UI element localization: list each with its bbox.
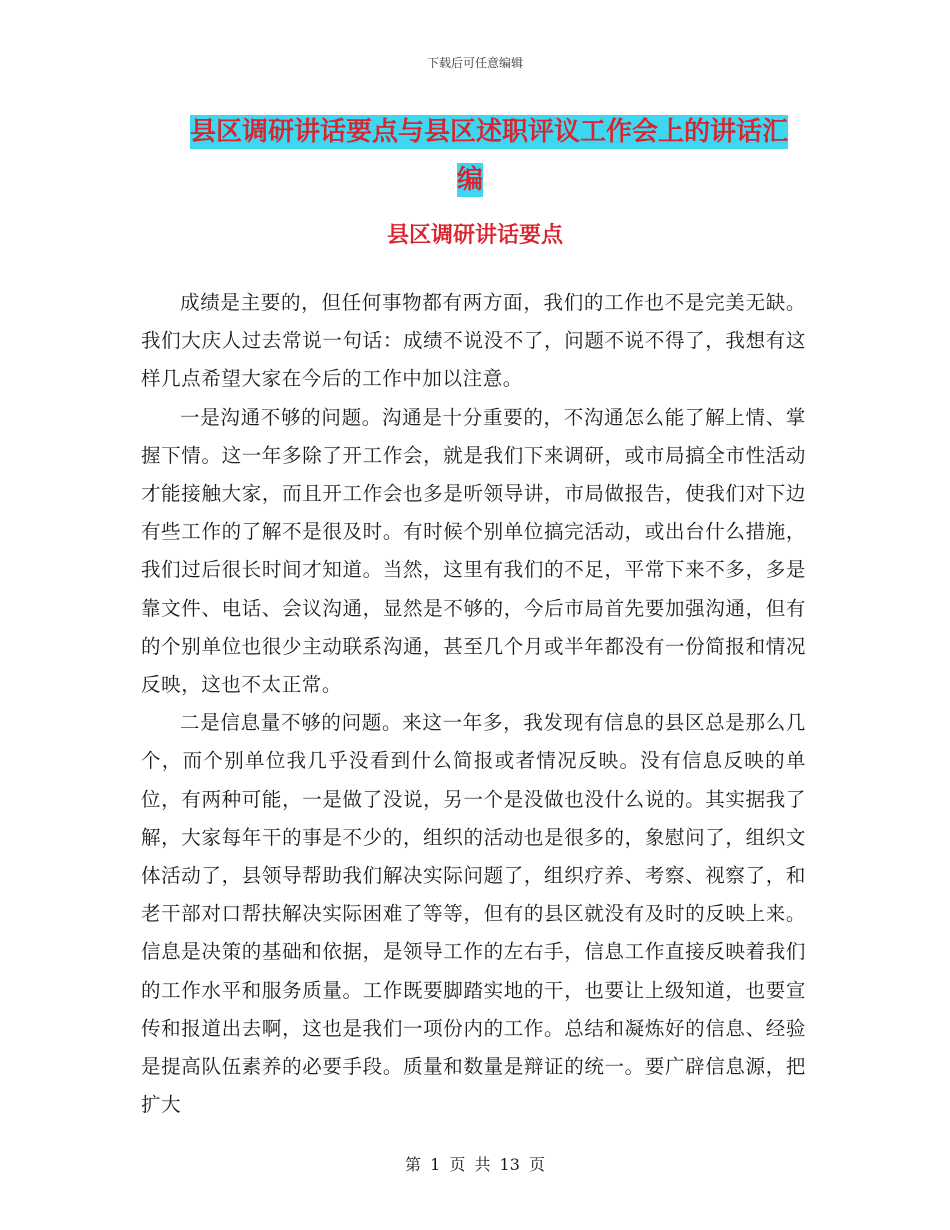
paragraph-3: 二是信息量不够的问题。来这一年多，我发现有信息的县区总是那么几个，而个别单位我几乎没看到什么简报或者情况反映。没有信息反映的单位，有两种可能，一是做了没说，另一个是没做也没什么说的。其实据我了解，大家每年干的事是不少的，组织的活动也是很多的，象慰问了，组织文体活动了，县领导帮助我们解决实际问题了，组织疗养、考察、视察了，和老干部对口帮扶解决实际困难了等等，但有的县区就没有及时的反映上来。信息是决策的基础和依据，是领导工作的左右手，信息工作直接反映着我们的工作水平和服务质量。工作既要脚踏实地的干，也要让上级知道，也要宣传和报道出去啊，这也是我们一项份内的工作。总结和凝炼好的信息、经验是提高队伍素养的必要手段。质量和数量是辩证的统一。要广辟信息源，把扩大 — [141, 711, 806, 1117]
page-header-note: 下载后可任意编辑 — [426, 56, 523, 70]
document-title-line2: 编 — [456, 165, 483, 195]
paragraph-1: 成绩是主要的，但任何事物都有两方面，我们的工作也不是完美无缺。我们大庆人过去常说一句话：成绩不说没不了，问题不说不得了，我想有这样几点希望大家在今后的工作中加以注意。 — [141, 291, 806, 391]
document-body — [141, 284, 806, 1124]
page-number-footer: 第 1 页 共 13 页 — [405, 1155, 545, 1174]
document-title-line1: 县区调研讲话要点与县区述职评议工作会上的讲话汇 — [190, 117, 789, 147]
section-title: 县区调研讲话要点 — [386, 223, 563, 248]
paragraph-2: 一是沟通不够的问题。沟通是十分重要的，不沟通怎么能了解上情、掌握下情。这一年多除了开工作会，就是我们下来调研，或市局搞全市性活动才能接触大家，而且开工作会也多是听领导讲，市局做报告，使我们对下边有些工作的了解不是很及时。有时候个别单位搞完活动，或出台什么措施，我们过后很长时间才知道。当然，这里有我们的不足，平常下来不多，多是靠文件、电话、会议沟通，显然是不够的，今后市局首先要加强沟通，但有的个别单位也很少主动联系沟通，甚至几个月或半年都没有一份简报和情况反映，这也不太正常。 — [141, 405, 806, 697]
document-title — [190, 108, 810, 204]
